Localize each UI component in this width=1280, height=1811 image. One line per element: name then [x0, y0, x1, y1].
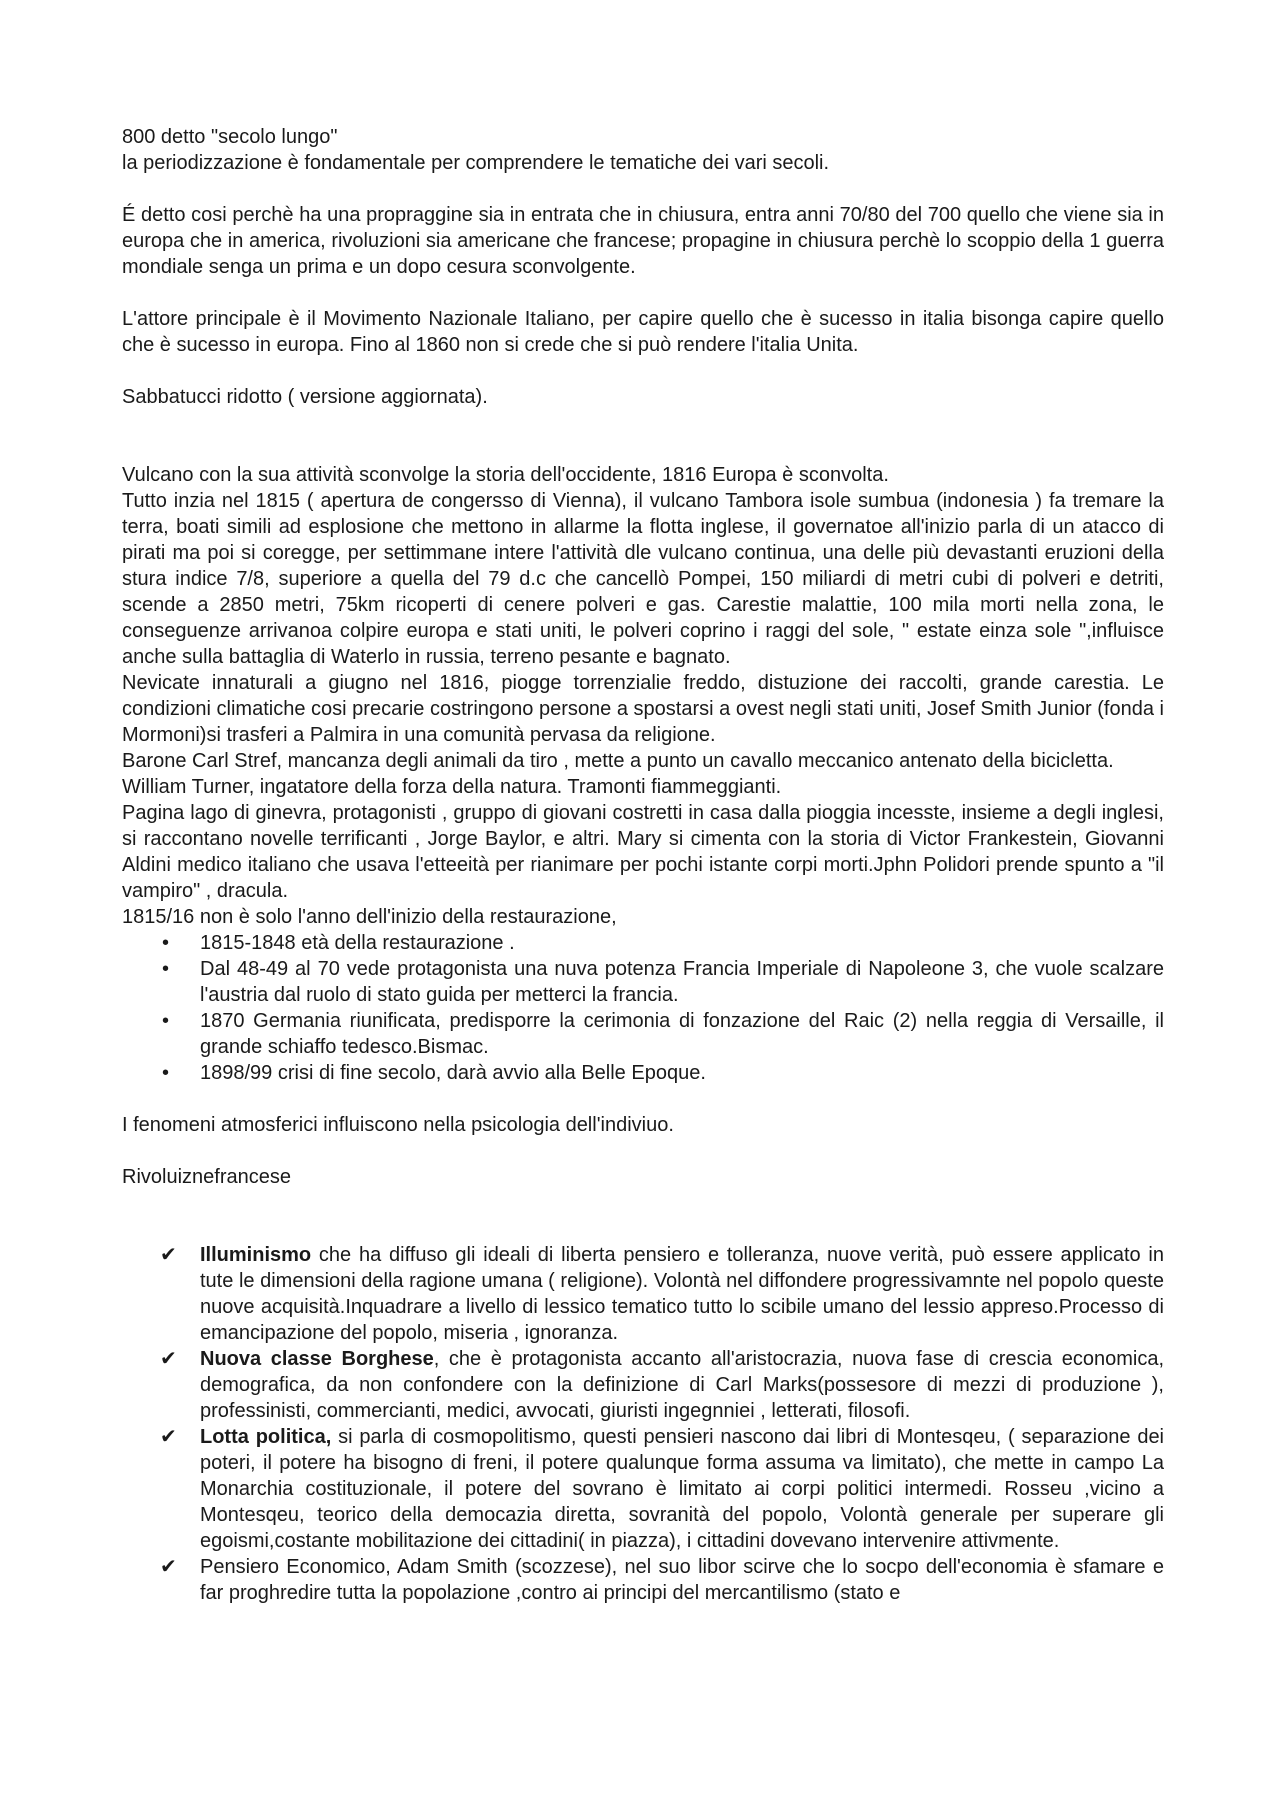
- list-item: [160, 1554, 1164, 1606]
- list-item-bold: Illuminismo: [200, 1244, 312, 1266]
- paragraph-ginevra: Pagina lago di ginevra, protagonisti , gruppo di giovani costretti in casa dalla pioggia incesste, insieme a degli inglesi, si raccontano novelle terrificanti , Jorge Baylor, e altri. Mary si cimenta con la storia di Victor Frankestein, Giovanni Aldini medico italiano che usava l'etteeità per rianimare per pochi istante corpi morti.Jphn Polidori prende spunto a "il vampiro" , dracula.: [122, 802, 1164, 902]
- checkmark-icon: ✔: [160, 1244, 177, 1266]
- intro-line-2: la periodizzazione è fondamentale per comprendere le tematiche dei vari secoli.: [122, 152, 830, 174]
- list-item: [160, 1346, 1165, 1424]
- list-item: [160, 1424, 1165, 1554]
- paragraph-sabbatucci: Sabbatucci ridotto ( versione aggiornata).: [122, 386, 488, 408]
- list-item-text: Dal 48-49 al 70 vede protagonista una nuva potenza Francia Imperiale di Napoleone 3, che vuole scalzare l'austria dal ruolo di stato guida per metterci la francia.: [200, 958, 1164, 1006]
- bullet-icon: •: [162, 958, 170, 980]
- list-item: [162, 1008, 1164, 1060]
- paragraph-tambora: Tutto inzia nel 1815 ( apertura de congersso di Vienna), il vulcano Tambora isole sumbua (indonesia ) fa tremare la terra, boati simili ad esplosione che mettono in allarme la flotta inglese, il governatoe all'inizio parla di un atacco di pirati ma poi si coregge, per settimmane intere l'attività dle vulcano continua, una delle più devastanti eruzioni della stura indice 7/8, superiore a quella del 79 d.c che cancellò Pompei, 150 miliardi di metri cubi di polveri e detriti, scende a 2850 metri, 75km ricoperti di cenere polveri e gas. Carestie malattie, 100 mila morti nella zona, le conseguenze arrivanoa colpire europa e stati uniti, le polveri coprino i raggi del sole, " estate einza sole ",influisce anche sulla battaglia di Waterlo in russia, terreno pesante e bagnato.: [122, 490, 1164, 668]
- paragraph-secolo-lungo: É detto cosi perchè ha una propraggine sia in entrata che in chiusura, entra anni 70/80 del 700 quello che viene sia in europa che in america, rivoluzioni sia americane che francese; propagine in chiusura perchè lo scoppio della 1 guerra mondiale senga un prima e un dopo cesura sconvolgente.: [122, 204, 1164, 278]
- spacer: [122, 176, 1164, 202]
- checkmark-icon: ✔: [160, 1426, 177, 1448]
- list-item: [162, 1060, 1164, 1086]
- list-item-bold: Nuova classe Borghese: [200, 1348, 434, 1370]
- list-item-bold: Lotta politica,: [200, 1426, 332, 1448]
- list-item-text: 1815-1848 età della restaurazione .: [200, 932, 515, 954]
- checkmark-icon: ✔: [160, 1348, 177, 1370]
- paragraph-turner: William Turner, ingatatore della forza della natura. Tramonti fiammeggianti.: [122, 776, 782, 798]
- spacer: [122, 280, 1164, 306]
- list-item-text: Pensiero Economico, Adam Smith (scozzese), nel suo libor scirve che lo socpo dell'economia è sfamare e far proghredire tutta la popolazione ,contro ai principi del mercantilismo (stato e: [200, 1556, 1164, 1604]
- spacer: [122, 1138, 1164, 1164]
- list-item: [162, 930, 1164, 956]
- list-item-text: che ha diffuso gli ideali di liberta pensiero e tolleranza, nuove verità, può essere applicato in tute le dimensioni della ragione umana ( religione). Volontà nel diffondere progressivamnte nel popolo queste nuove acquisità.Inquadrare a livello di lessico tematico tutto lo scibile umano del lessio appreso.Processo di emancipazione del popolo, miseria , ignoranza.: [200, 1244, 1164, 1344]
- list-item-text: 1898/99 crisi di fine secolo, darà avvio alla Belle Epoque.: [200, 1062, 706, 1084]
- paragraph-fenomeni: I fenomeni atmosferici influiscono nella psicologia dell'indiviuo.: [122, 1114, 674, 1136]
- intro-line-1: 800 detto "secolo lungo": [122, 126, 338, 148]
- list-item-text: 1870 Germania riunificata, predisporre la cerimonia di fonzazione del Raic (2) nella reggia di Versaille, il grande schiaffo tedesco.Bismac.: [200, 1010, 1164, 1058]
- bullet-list-periodi: [122, 930, 1164, 1086]
- spacer: [122, 358, 1164, 384]
- bullet-icon: •: [162, 1010, 170, 1032]
- list-item-text: si parla di cosmopolitismo, questi pensieri nascono dai libri di Montesqeu, ( separazione dei poteri, il potere ha bisogno di freni, il potere qualunque forma assuma va limitato), che mette in campo La Monarchia costituzionale, il potere del sovrano è limitato ai corpi politici intermedi. Rosseu ,vicino a Montesqeu, teorico della democazia diretta, sovranità del popolo, Volontà generale per superare gli egoismi,costante mobilitazione dei cittadini( in piazza), i cittadini dovevano intervenire attivmente.: [200, 1426, 1165, 1552]
- bullet-icon: •: [162, 1062, 170, 1084]
- spacer: [122, 1190, 1164, 1242]
- bullet-icon: •: [162, 932, 170, 954]
- heading-rivoluzione-francese: Rivoluiznefrancese: [122, 1166, 291, 1188]
- spacer: [122, 1086, 1164, 1112]
- paragraph-barone: Barone Carl Stref, mancanza degli animali da tiro , mette a punto un cavallo meccanico antenato della bicicletta.: [122, 750, 1114, 772]
- paragraph-attore-principale: L'attore principale è il Movimento Nazionale Italiano, per capire quello che è sucesso in italia bisonga capire quello che è sucesso in europa. Fino al 1860 non si crede che si può rendere l'italia Unita.: [122, 308, 1164, 356]
- spacer: [122, 410, 1164, 462]
- list-item-text: , che è protagonista accanto all'aristocrazia, nuova fase di crescia economica, demografica, da non confondere con la definizione di Carl Marks(possesore di mezzi di produzione ), professinisti, commercianti, medici, avvocati, giuristi ingegnniei , letterati, filosofi.: [200, 1348, 1165, 1422]
- list-item: [160, 1242, 1164, 1346]
- list-item: [162, 956, 1164, 1008]
- checkmark-icon: ✔: [160, 1556, 177, 1578]
- paragraph-1815: 1815/16 non è solo l'anno dell'inizio della restaurazione,: [122, 906, 617, 928]
- check-list-rivoluzione: [122, 1242, 1164, 1606]
- paragraph-vulcano-intro: Vulcano con la sua attività sconvolge la storia dell'occidente, 1816 Europa è sconvolta.: [122, 464, 889, 486]
- paragraph-nevicate: Nevicate innaturali a giugno nel 1816, piogge torrenzialie freddo, distuzione dei raccolti, grande carestia. Le condizioni climatiche cosi precarie costringono persone a spostarsi a ovest negli stati uniti, Josef Smith Junior (fonda i Mormoni)si trasferi a Palmira in una comunità pervasa da religione.: [122, 672, 1164, 746]
